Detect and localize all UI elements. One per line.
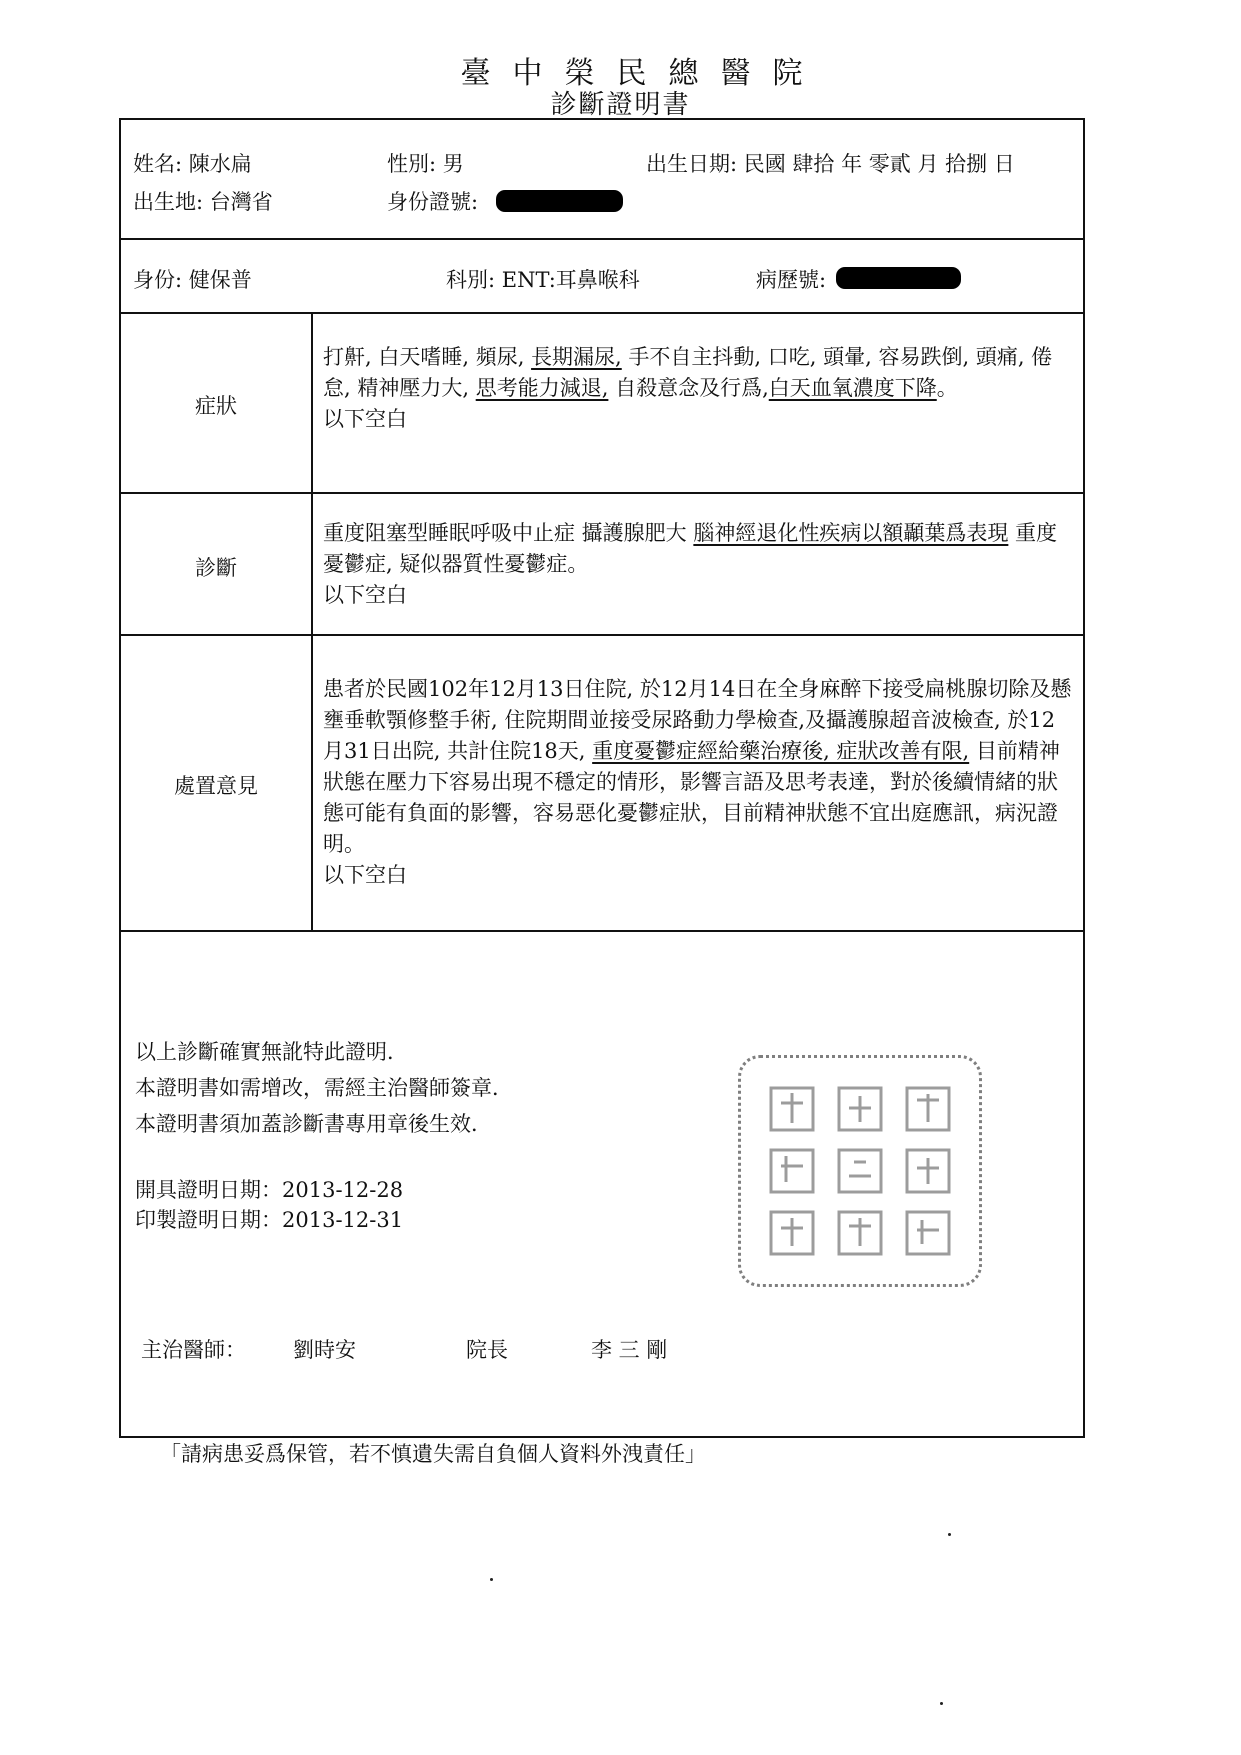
patient-name: 姓名: 陳水扁 bbox=[133, 152, 252, 176]
section-divider bbox=[311, 314, 313, 492]
diagnosis-section bbox=[119, 492, 1085, 636]
patient-info-section bbox=[119, 118, 1085, 240]
diagnosis-text bbox=[323, 518, 1075, 611]
treatment-label: 處置意見 bbox=[174, 774, 258, 798]
patient-id-label: 身份證號: bbox=[387, 190, 479, 214]
treatment-text-part: 患者於民國102年12月13日住院, 於12月14日在全身麻醉下接受扁桃腺切除及懸壅垂軟顎修整手術, 住院期間並接受尿路動力學檢查,及攝護腺超音波檢查, 於12月31日出院, 共計住院18天, bbox=[323, 677, 1072, 763]
issue-date: 開具證明日期：2013-12-28 bbox=[135, 1178, 404, 1202]
diagnosis-text-part: 重度憂鬱症, 疑似器質性憂鬱症。 bbox=[323, 521, 1058, 576]
attending-physician-name: 劉時安 bbox=[293, 1338, 356, 1362]
identity-section bbox=[119, 238, 1085, 314]
treatment-text-part: 目前精神狀態在壓力下容易出現不穩定的情形，影響言語及思考表達，對於後續情緒的狀態可能有負面的影響，容易惡化憂鬱症狀，目前精神狀態不宜出庭應訊，病況證明。 bbox=[323, 739, 1060, 856]
symptoms-section bbox=[119, 312, 1085, 494]
symptoms-text-part: 手不自主抖動, 口吃, 頭暈, 容易跌倒, 頭痛, 倦怠, 精神壓力大, bbox=[323, 345, 1053, 400]
symptoms-underlined: 思考能力減退, bbox=[475, 376, 609, 400]
director-label: 院長 bbox=[466, 1338, 508, 1362]
footer-note: 「請病患妥爲保管，若不慎遺失需自負個人資料外洩責任」 bbox=[160, 1442, 706, 1466]
patient-dob: 出生日期: 民國 肆拾 年 零貳 月 拾捌 日 bbox=[646, 152, 1015, 176]
official-seal-stamp bbox=[738, 1055, 982, 1287]
redacted-record-number bbox=[836, 267, 961, 289]
symptoms-underlined: 白天血氧濃度下降 bbox=[768, 376, 937, 400]
diagnosis-label: 診斷 bbox=[195, 556, 237, 580]
certification-line: 本證明書須加蓋診斷書專用章後生效． bbox=[135, 1112, 492, 1136]
treatment-section bbox=[119, 634, 1085, 932]
record-number-label: 病歷號: bbox=[756, 268, 827, 292]
diagnosis-underlined: 腦神經退化性疾病以額顳葉爲表現 bbox=[693, 521, 1009, 545]
redacted-id bbox=[496, 190, 623, 212]
scan-speck bbox=[940, 1702, 943, 1705]
department: 科別: ENT:耳鼻喉科 bbox=[446, 268, 640, 292]
scan-speck bbox=[948, 1533, 951, 1536]
symptoms-underlined: 長期漏尿, bbox=[531, 345, 622, 369]
symptoms-text-part: 自殺意念及行爲, bbox=[608, 376, 769, 400]
treatment-blank-note: 以下空白 bbox=[323, 863, 407, 887]
section-divider bbox=[311, 494, 313, 634]
symptoms-text-part: 。 bbox=[936, 376, 958, 400]
diagnosis-blank-note: 以下空白 bbox=[323, 583, 407, 607]
patient-identity: 身份: 健保普 bbox=[133, 268, 252, 292]
certification-line: 本證明書如需增改，需經主治醫師簽章． bbox=[135, 1076, 513, 1100]
print-date: 印製證明日期：2013-12-31 bbox=[135, 1208, 404, 1232]
certification-line: 以上診斷確實無訛特此證明． bbox=[135, 1040, 408, 1064]
section-divider bbox=[311, 636, 313, 930]
treatment-text bbox=[323, 674, 1075, 891]
patient-birthplace: 出生地: 台灣省 bbox=[133, 190, 273, 214]
treatment-underlined: 重度憂鬱症經給藥治療後, 症狀改善有限, bbox=[592, 739, 970, 763]
patient-sex: 性別: 男 bbox=[387, 152, 464, 176]
document-title: 診斷證明書 bbox=[550, 90, 691, 120]
symptoms-text-part: 打鼾, 白天嗜睡, 頻尿, bbox=[323, 345, 532, 369]
symptoms-text bbox=[323, 342, 1075, 435]
scan-speck bbox=[490, 1578, 493, 1581]
diagnosis-text-part: 重度阻塞型睡眠呼吸中止症 攝護腺肥大 bbox=[323, 521, 694, 545]
hospital-name: 臺中榮民總醫院 bbox=[460, 56, 825, 91]
symptoms-label: 症狀 bbox=[195, 394, 237, 418]
director-name: 李 三 剛 bbox=[591, 1338, 668, 1362]
attending-physician-label: 主治醫師： bbox=[141, 1338, 246, 1362]
seal-pattern bbox=[741, 1058, 979, 1284]
symptoms-blank-note: 以下空白 bbox=[323, 407, 407, 431]
